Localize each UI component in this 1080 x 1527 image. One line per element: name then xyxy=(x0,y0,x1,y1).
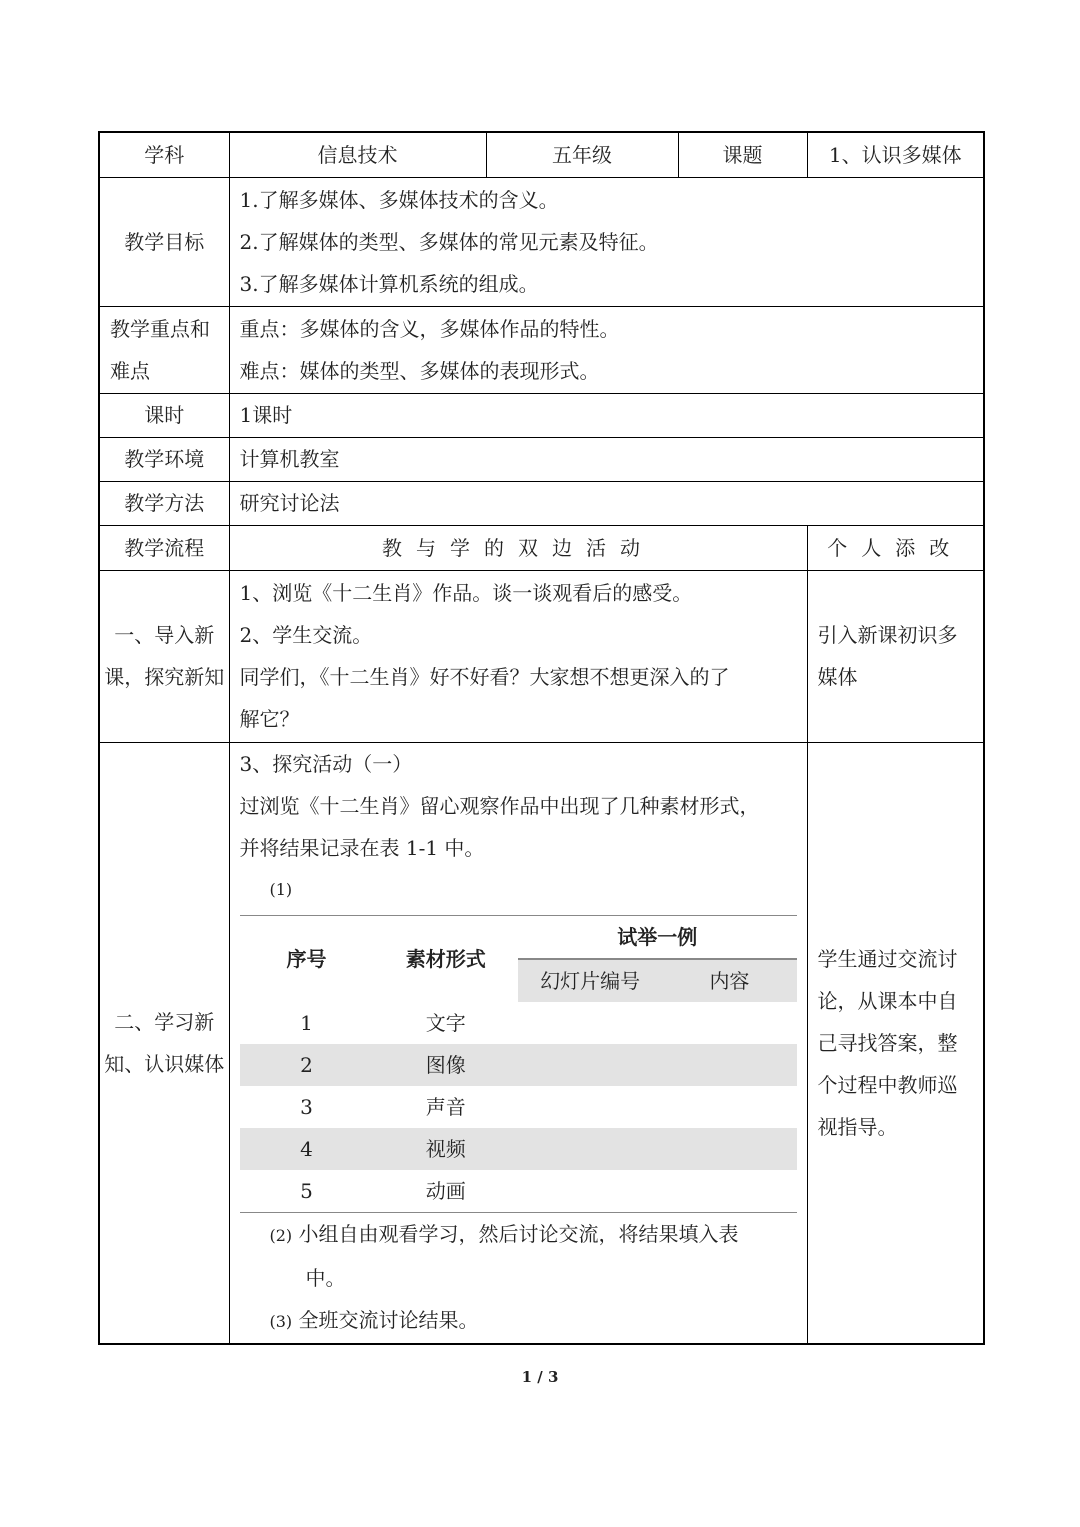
environment-value: 计算机教室 xyxy=(229,437,984,481)
section1-line: 解它？ xyxy=(239,707,300,731)
subject-label: 学科 xyxy=(99,132,229,177)
col-form-header: 素材形式 xyxy=(374,915,518,1002)
section2-label-line2: 知、认识媒体 xyxy=(104,1051,225,1076)
section2-label-line1: 二、学习新 xyxy=(114,1009,215,1034)
environment-row xyxy=(99,437,984,481)
table-row xyxy=(240,1044,797,1086)
method-value: 研究讨论法 xyxy=(229,481,984,525)
sub1-label: (1) xyxy=(269,879,293,899)
section1-label-line2: 课，探究新知 xyxy=(104,665,225,689)
environment-label: 教学环境 xyxy=(99,437,229,481)
row-no: 5 xyxy=(240,1170,374,1213)
section2-note: 学生通过交流讨论，从课本中自己寻找答案，整个过程中教师巡视指导。 xyxy=(807,742,984,1344)
row-form: 图像 xyxy=(374,1044,518,1086)
key-point: 重点：多媒体的含义，多媒体作品的特性。 xyxy=(239,316,620,341)
table-row xyxy=(240,1170,797,1213)
table-row xyxy=(240,1002,797,1044)
section1-line: 1、浏览《十二生肖》作品。谈一谈观看后的感受。 xyxy=(239,581,693,605)
row-no: 1 xyxy=(300,1010,313,1035)
section1-content xyxy=(229,570,807,742)
section1-label xyxy=(99,570,229,742)
difficult-point: 难点：媒体的类型、多媒体的表现形式。 xyxy=(239,358,600,383)
activities-header: 教与学的双边活动 xyxy=(229,525,807,570)
page-number: 1 / 3 xyxy=(521,1368,559,1386)
section2-line: 并将结果记录在表 1-1 中。 xyxy=(239,835,485,860)
sub3-num: (3) xyxy=(269,1311,293,1331)
objective-item: 2.了解媒体的类型、多媒体的常见元素及特征。 xyxy=(239,229,659,254)
section2-content xyxy=(229,742,807,1344)
section2-label xyxy=(99,742,229,1344)
subject-value: 信息技术 xyxy=(229,132,486,177)
grade-value: 五年级 xyxy=(486,132,678,177)
topic-value: 1、认识多媒体 xyxy=(807,132,984,177)
notes-header: 个人添改 xyxy=(807,525,984,570)
row-form: 动画 xyxy=(374,1170,518,1213)
topic-label: 课题 xyxy=(678,132,807,177)
table-row xyxy=(240,1086,797,1128)
hours-label: 课时 xyxy=(99,393,229,437)
method-label: 教学方法 xyxy=(99,481,229,525)
key-points-label-line2: 难点 xyxy=(110,358,150,383)
material-form-table xyxy=(240,915,797,1213)
flow-header-row xyxy=(99,525,984,570)
sub2-text2: 中。 xyxy=(305,1265,346,1290)
row-no: 4 xyxy=(240,1128,374,1170)
row-no: 3 xyxy=(300,1094,313,1119)
key-points-row xyxy=(99,306,984,393)
col-slide-header: 幻灯片编号 xyxy=(518,959,662,1002)
row-form: 声音 xyxy=(425,1094,466,1119)
table-row xyxy=(240,1128,797,1170)
section2-row xyxy=(99,742,984,1344)
sub2-text: 小组自由观看学习，然后讨论交流，将结果填入表 xyxy=(298,1221,739,1246)
row-form: 文字 xyxy=(425,1010,466,1035)
objective-item: 3.了解多媒体计算机系统的组成。 xyxy=(239,271,539,296)
inner-header-row xyxy=(240,915,797,959)
lesson-plan-table xyxy=(98,131,985,1345)
sub3-text: 全班交流讨论结果。 xyxy=(298,1307,479,1332)
sub2-num: (2) xyxy=(269,1225,293,1245)
key-points-label xyxy=(99,306,229,393)
hours-row xyxy=(99,393,984,437)
section1-note: 引入新课初识多媒体 xyxy=(807,570,984,742)
hours-value: 1课时 xyxy=(229,393,984,437)
section1-label-line1: 一、导入新 xyxy=(114,623,215,647)
row-no: 2 xyxy=(240,1044,374,1086)
key-points-content xyxy=(229,306,984,393)
sub3-line xyxy=(240,1299,797,1343)
row-form: 视频 xyxy=(374,1128,518,1170)
objective-item: 1.了解多媒体、多媒体技术的含义。 xyxy=(239,187,559,212)
header-row xyxy=(99,132,984,177)
section1-row xyxy=(99,570,984,742)
method-row xyxy=(99,481,984,525)
section2-line: 过浏览《十二生肖》留心观察作品中出现了几种素材形式， xyxy=(239,793,760,818)
section2-line: 3、探究活动（一） xyxy=(239,751,413,776)
col-no-header: 序号 xyxy=(240,915,374,1002)
col-example-header: 试举一例 xyxy=(518,915,797,959)
sub2-line xyxy=(240,1213,797,1257)
section1-line: 同学们，《十二生肖》好不好看？大家想不想更深入的了 xyxy=(239,665,730,689)
col-content-header: 内容 xyxy=(662,959,796,1002)
objectives-content xyxy=(229,177,984,306)
section1-line: 2、学生交流。 xyxy=(239,623,373,647)
key-points-label-line1: 教学重点和 xyxy=(110,316,210,341)
objectives-label: 教学目标 xyxy=(99,177,229,306)
flow-label: 教学流程 xyxy=(99,525,229,570)
objectives-row xyxy=(99,177,984,306)
